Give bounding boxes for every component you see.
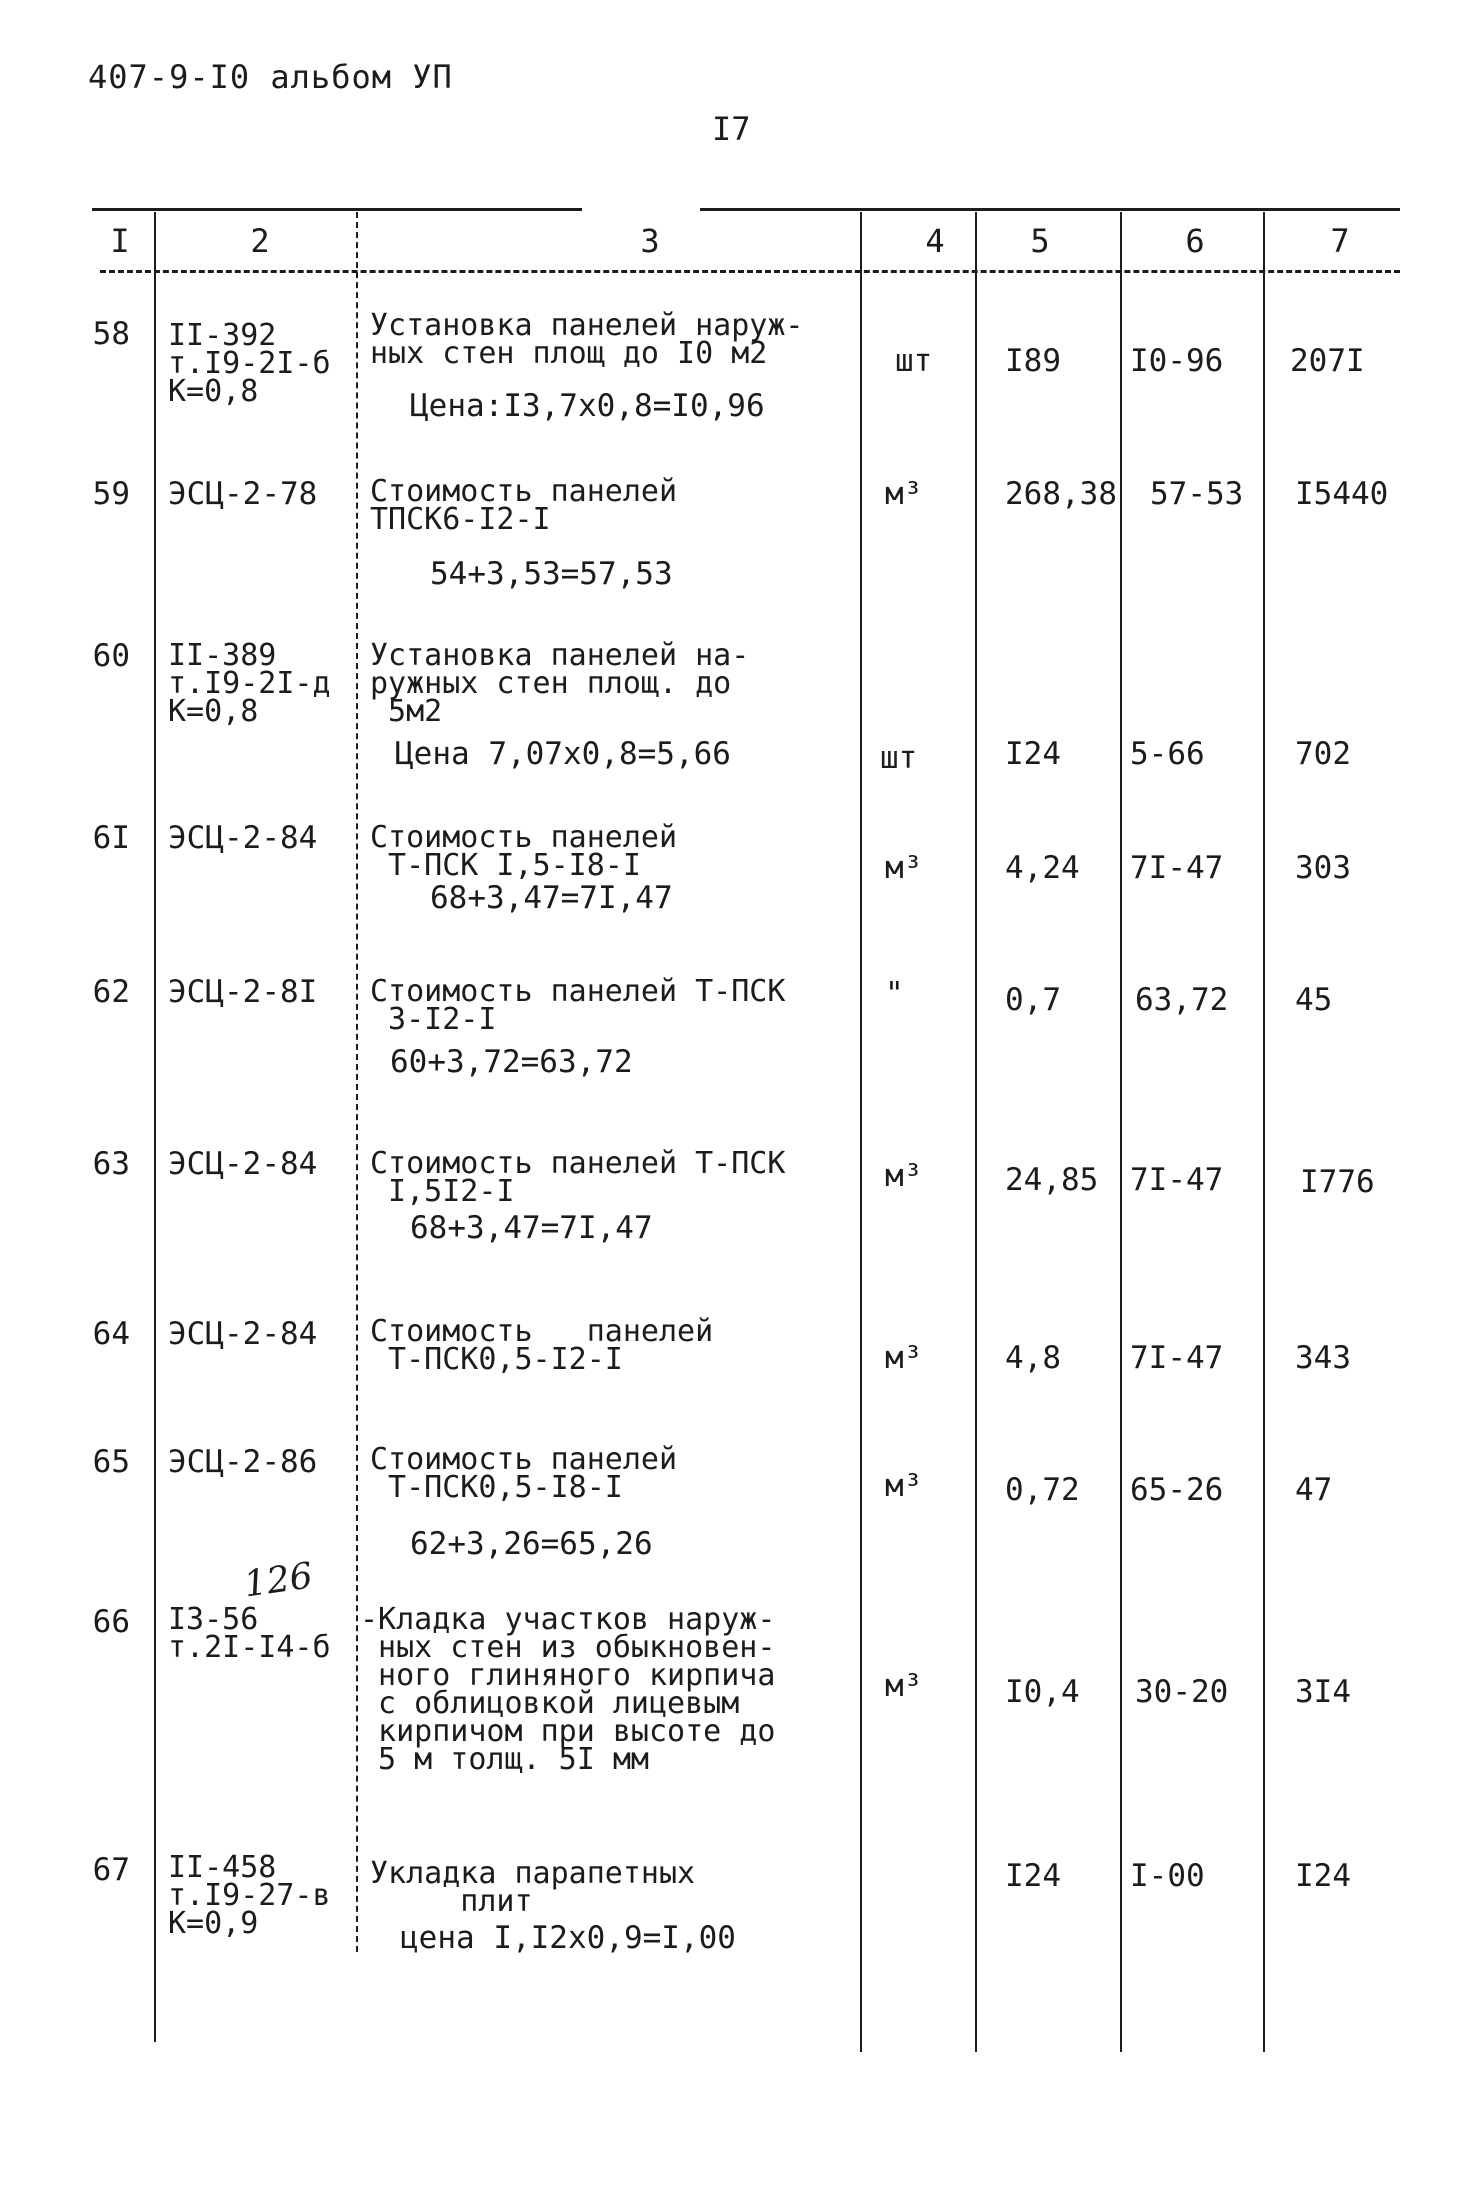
quantity: I24	[1005, 1858, 1061, 1894]
price-calculation: 62+3,26=65,26	[410, 1526, 653, 1562]
row-number: 67	[92, 1852, 130, 1888]
column-divider	[356, 212, 358, 1952]
unit-price: 57-53	[1150, 476, 1244, 512]
unit-price: 7I-47	[1130, 850, 1224, 886]
column-header: I	[110, 222, 130, 260]
column-header: 7	[1330, 222, 1350, 260]
row-number: 6I	[92, 820, 130, 856]
column-divider	[1120, 212, 1122, 2052]
total: 207I	[1290, 343, 1365, 379]
work-description: Установка панелей на- ружных стен площ. до 5м2	[370, 638, 750, 729]
norm-code: I3-56 т.2I-I4-б	[168, 1602, 331, 1665]
quantity: 4,24	[1005, 850, 1080, 886]
price-calculation: 54+3,53=57,53	[430, 556, 673, 592]
column-header: 5	[1030, 222, 1050, 260]
price-calculation: 68+3,47=7I,47	[410, 1210, 653, 1246]
unit-price: 63,72	[1135, 982, 1229, 1018]
document-code: 407-9-I0 альбом УП	[88, 58, 453, 96]
column-header: 3	[640, 222, 660, 260]
total: 47	[1295, 1472, 1333, 1508]
norm-code: ЭСЦ-2-8I	[168, 974, 318, 1010]
header-divider	[100, 270, 1400, 273]
total: 702	[1295, 736, 1351, 772]
handwritten-correction: 126	[241, 1555, 316, 1606]
quantity: I89	[1005, 343, 1061, 379]
quantity: 0,7	[1005, 982, 1061, 1018]
unit-price: 5-66	[1130, 736, 1205, 772]
work-description: Стоимость панелей Т-ПСК0,5-I8-I	[370, 1442, 678, 1505]
column-divider	[1263, 212, 1265, 2052]
unit: м³	[885, 1158, 923, 1194]
norm-code: II-392 т.I9-2I-б К=0,8	[168, 318, 331, 409]
column-divider	[975, 212, 977, 2052]
row-number: 66	[92, 1604, 130, 1640]
unit-price: 30-20	[1135, 1674, 1229, 1710]
header-rule	[92, 208, 582, 211]
page-number: I7	[712, 110, 751, 148]
row-number: 60	[92, 638, 130, 674]
column-header: 6	[1185, 222, 1205, 260]
work-description: Установка панелей наруж- ных стен площ до I0 м2	[370, 308, 804, 371]
unit: м³	[885, 1340, 923, 1376]
quantity: 24,85	[1005, 1162, 1099, 1198]
norm-code: ЭСЦ-2-86	[168, 1444, 318, 1480]
norm-code: II-458 т.I9-27-в К=0,9	[168, 1850, 331, 1941]
total: 3I4	[1295, 1674, 1351, 1710]
total: 303	[1295, 850, 1351, 886]
unit-price: 7I-47	[1130, 1162, 1224, 1198]
total: 45	[1295, 982, 1333, 1018]
quantity: I24	[1005, 736, 1061, 772]
price-calculation: 60+3,72=63,72	[390, 1044, 633, 1080]
total: I24	[1295, 1858, 1351, 1894]
row-number: 62	[92, 974, 130, 1010]
price-calculation: Цена 7,07х0,8=5,66	[395, 736, 731, 772]
column-header: 4	[925, 222, 945, 260]
norm-code: ЭСЦ-2-84	[168, 820, 318, 856]
total: 343	[1295, 1340, 1351, 1376]
unit: шт	[895, 343, 933, 379]
norm-code: II-389 т.I9-2I-д К=0,8	[168, 638, 331, 729]
unit: м³	[885, 1468, 923, 1504]
unit: м³	[885, 850, 923, 886]
work-description: Стоимость панелей Т-ПСК I,5I2-I	[370, 1146, 786, 1209]
total: I5440	[1295, 476, 1389, 512]
unit: м³	[885, 476, 923, 512]
work-description: Стоимость панелей Т-ПСК0,5-I2-I	[370, 1314, 714, 1377]
quantity: 4,8	[1005, 1340, 1061, 1376]
unit-price: 7I-47	[1130, 1340, 1224, 1376]
quantity: 268,38	[1005, 476, 1117, 512]
unit: м³	[885, 1668, 923, 1704]
work-description: -Кладка участков наруж- ных стен из обыкновен- ного глиняного кирпича с облицовкой лицевым кирпичом при высоте до 5 м толщ. 5I мм	[360, 1602, 776, 1777]
row-number: 58	[92, 316, 130, 352]
price-calculation: цена I,I2х0,9=I,00	[400, 1920, 736, 1956]
norm-code: ЭСЦ-2-78	[168, 476, 318, 512]
work-description: Стоимость панелей ТПСК6-I2-I	[370, 474, 678, 537]
column-divider	[154, 212, 156, 2042]
row-number: 59	[92, 476, 130, 512]
row-number: 64	[92, 1316, 130, 1352]
unit-price: 65-26	[1130, 1472, 1224, 1508]
work-description: Укладка парапетных плит	[370, 1856, 696, 1919]
column-divider	[860, 212, 862, 2052]
work-description: Стоимость панелей Т-ПСК 3-I2-I	[370, 974, 786, 1037]
work-description: Стоимость панелей Т-ПСК I,5-I8-I	[370, 820, 678, 883]
unit-price: I0-96	[1130, 343, 1224, 379]
unit-price: I-00	[1130, 1858, 1205, 1894]
price-calculation: 68+3,47=7I,47	[430, 880, 673, 916]
quantity: I0,4	[1005, 1674, 1080, 1710]
norm-code: ЭСЦ-2-84	[168, 1146, 318, 1182]
header-rule	[700, 208, 1400, 211]
column-header: 2	[250, 222, 270, 260]
unit: "	[885, 976, 904, 1012]
norm-code: ЭСЦ-2-84	[168, 1316, 318, 1352]
total: I776	[1300, 1164, 1375, 1200]
row-number: 63	[92, 1146, 130, 1182]
quantity: 0,72	[1005, 1472, 1080, 1508]
row-number: 65	[92, 1444, 130, 1480]
price-calculation: Цена:I3,7х0,8=I0,96	[410, 388, 765, 424]
unit: шт	[880, 740, 918, 776]
